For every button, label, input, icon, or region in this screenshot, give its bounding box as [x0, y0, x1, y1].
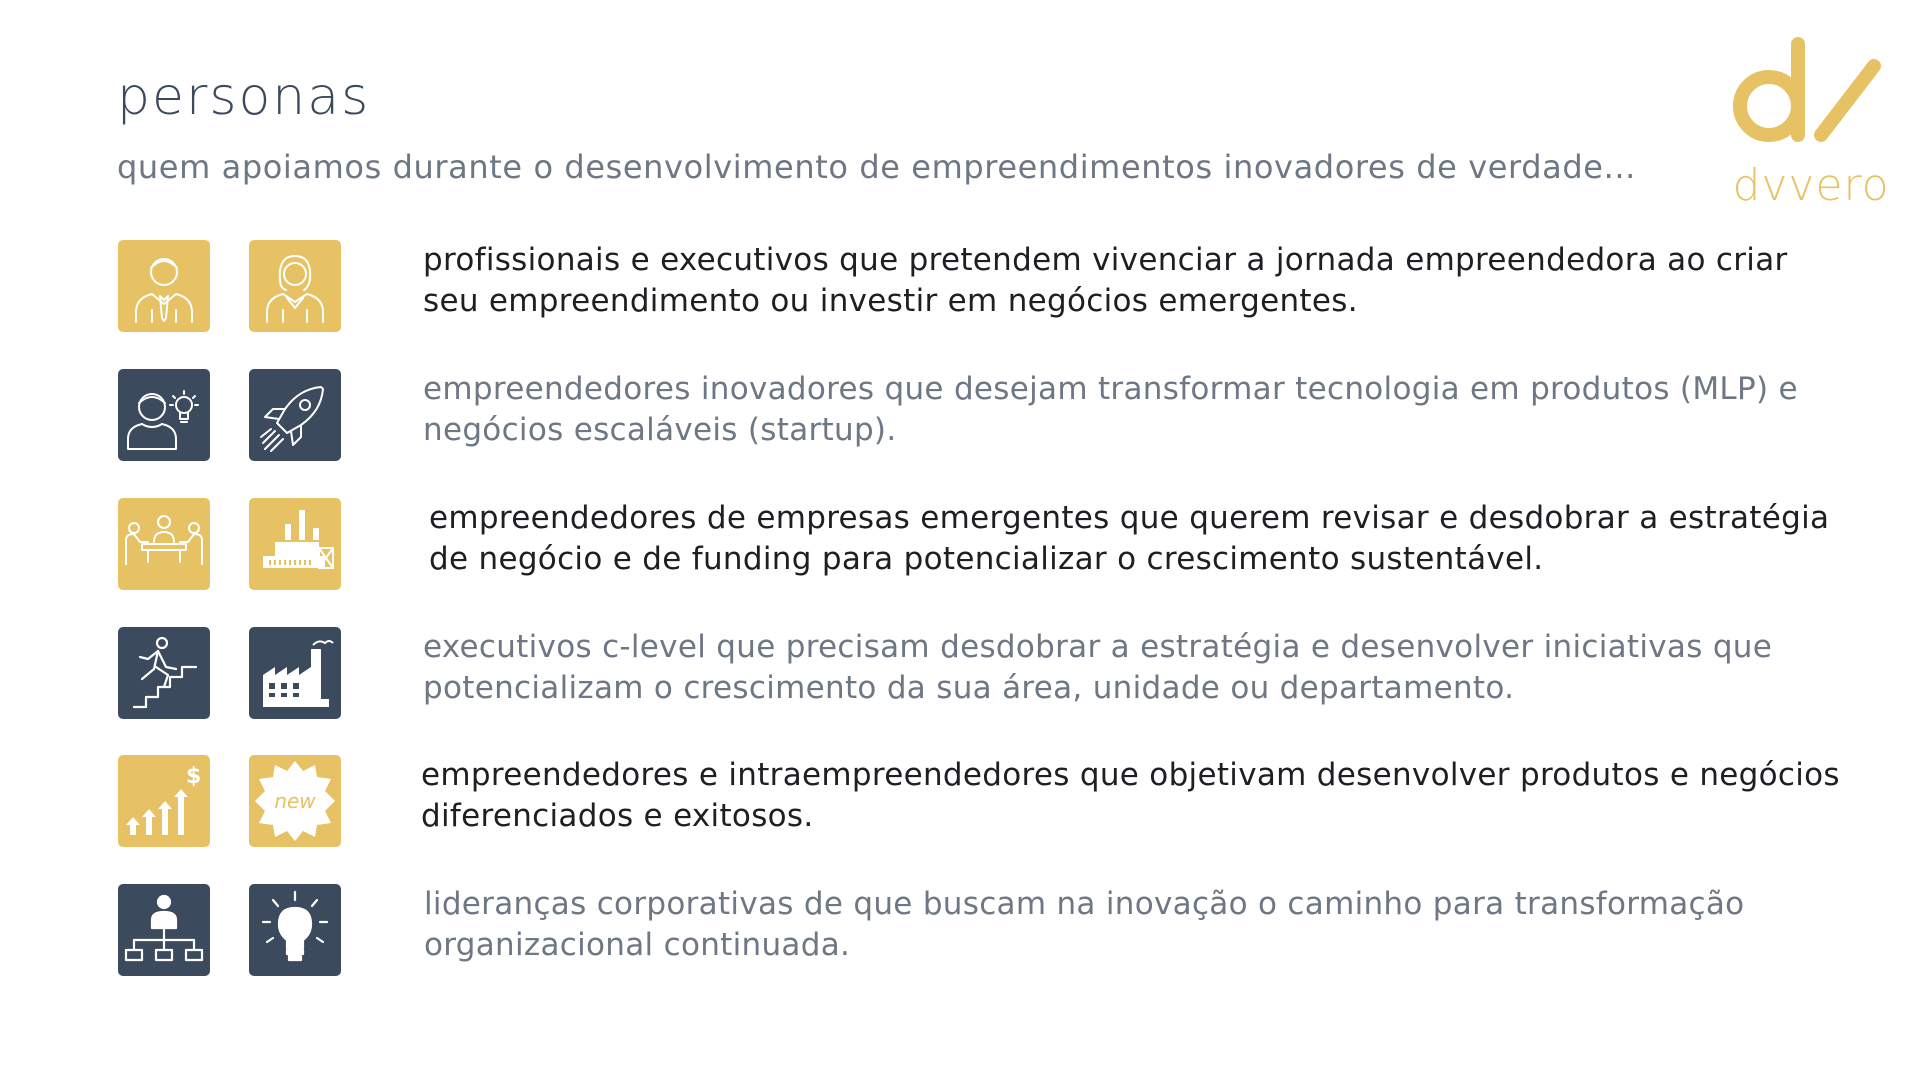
- logo-wordmark: dvvero: [1732, 160, 1890, 211]
- persona-description: empreendedores inovadores que desejam transformar tecnologia em produtos (MLP) e negócios escaláveis (startup).: [423, 371, 1798, 448]
- persona-row-5: [118, 755, 1840, 847]
- persona-description: empreendedores e intraempreendedores que objetivam desenvolver produtos e negócios diferenciados e exitosos.: [421, 757, 1840, 834]
- page-subtitle: quem apoiamos durante o desenvolvimento de empreendimentos inovadores de verdade...: [117, 148, 1636, 186]
- persona-row-2: [118, 369, 1818, 461]
- person-idea-icon: [118, 369, 210, 461]
- factory-icon: [249, 627, 341, 719]
- meeting-icon: [118, 498, 210, 590]
- businesswoman-icon: [249, 240, 341, 332]
- lightbulb-icon: [249, 884, 341, 976]
- persona-description: lideranças corporativas de que buscam na inovação o caminho para transformação organizacional continuada.: [424, 886, 1745, 963]
- new-badge-icon: [249, 755, 341, 847]
- persona-description: profissionais e executivos que pretendem vivenciar a jornada empreendedora ao criar seu empreendimento ou investir em negócios emergentes.: [423, 242, 1788, 319]
- persona-row-1: [118, 240, 1818, 332]
- org-chart-icon: [118, 884, 210, 976]
- dvvero-logo: [1716, 36, 1906, 211]
- new-badge-label: new: [274, 789, 316, 813]
- persona-row-4: [118, 627, 1818, 719]
- page-title: personas: [117, 67, 371, 127]
- climbing-stairs-icon: [118, 627, 210, 719]
- industry-icon: [249, 498, 341, 590]
- growth-chart-icon: [118, 755, 210, 847]
- persona-row-3: [118, 498, 1830, 590]
- persona-description: empreendedores de empresas emergentes que querem revisar e desdobrar a estratégia de negócio e de funding para potencializar o crescimento sustentável.: [429, 500, 1830, 577]
- persona-row-6: [118, 884, 1818, 976]
- businessman-icon: [118, 240, 210, 332]
- svg-text:$: $: [186, 764, 202, 789]
- rocket-icon: [249, 369, 341, 461]
- persona-description: executivos c-level que precisam desdobrar a estratégia e desenvolver iniciativas que potencializam o crescimento da sua área, unidade ou departamento.: [423, 629, 1773, 706]
